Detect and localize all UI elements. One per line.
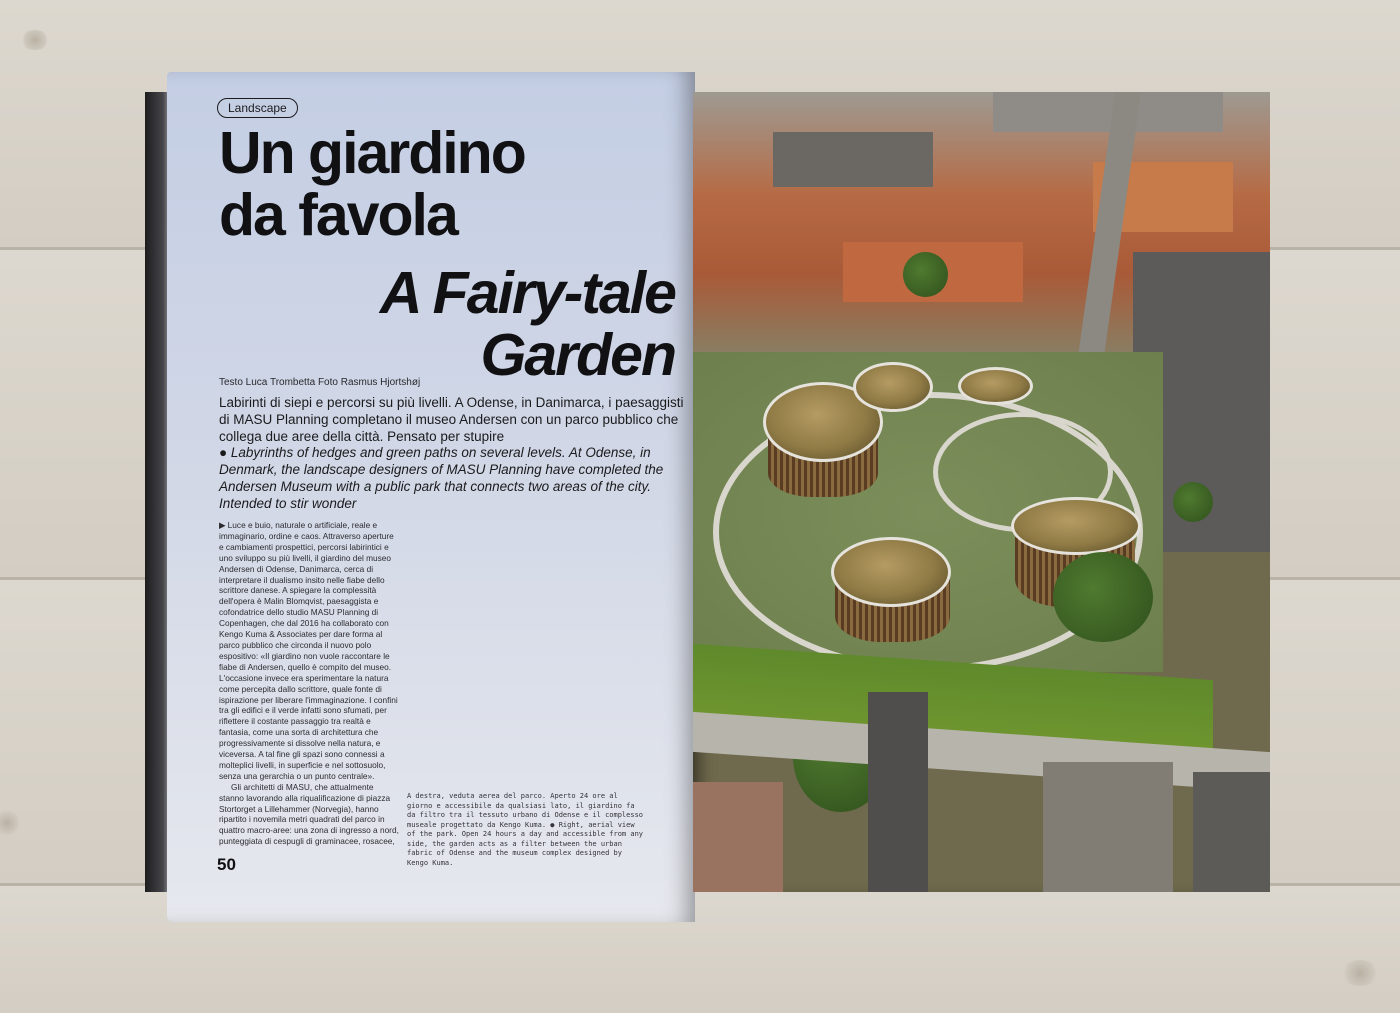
roof-building bbox=[1193, 772, 1270, 892]
body-paragraph: ▶ Luce e buio, naturale o artificiale, reale e immaginario, ordine e caos. Attraverso aperture e cambiamenti prospettici, percorsi labirintici e uno sviluppo su più livelli, il giardino del museo Andersen di Odense, Danimarca, cerca di interpretare il dualismo insito nelle fiabe dello scrittore danese. A spiegare la complessità dell'opera è Malin Blomqvist, paesaggista e cofondatrice dello studio MASU Planning di Copenhagen, che dal 2016 ha collaborato con Kengo Kuma & Associates per dare forma al parco pubblico che circonda il nuovo polo espositivo: «Il giardino non vuole raccontare le fiabe di Andersen, quello è compito del museo. L'occasione invece era sperimentare la natura come percepita dallo scrittore, quale fonte di ispirazione per liberare l'immaginazione. I confini tra gli edifici e il verde infatti sono sfumati, per riflettere il costante passaggio tra realtà e fantasia, come una sorta di architettura che progressivamente si dissolve nella natura, e viceversa. A tal fine gli spazi sono connessi a molteplici livelli, in superficie e nel sottosuolo, senza una gerarchia o un punto centrale». bbox=[219, 520, 398, 781]
roof-building bbox=[1043, 762, 1173, 892]
wood-knot bbox=[20, 30, 50, 50]
title-italian bbox=[219, 122, 689, 246]
aerial-photo bbox=[693, 92, 1270, 892]
lead-italian: Labirinti di siepi e percorsi su più livelli. A Odense, in Danimarca, i paesaggisti di MASU Planning completano il museo Andersen con un parco pubblico che collega due aree della città. Pensato per stupire bbox=[219, 395, 684, 444]
author-credits: Testo Luca Trombetta Foto Rasmus Hjortshøj bbox=[219, 377, 421, 388]
roof-building bbox=[868, 692, 928, 892]
roof-building bbox=[773, 132, 933, 187]
green-roof-dome bbox=[853, 362, 933, 412]
tree bbox=[1053, 552, 1153, 642]
wood-knot bbox=[1340, 960, 1380, 986]
roof-building bbox=[693, 782, 783, 892]
title-english-line: Garden bbox=[480, 322, 675, 388]
tree bbox=[1173, 482, 1213, 522]
section-tag: Landscape bbox=[217, 98, 298, 118]
green-roof-dome bbox=[831, 537, 951, 607]
title-english bbox=[205, 262, 675, 386]
left-page bbox=[167, 72, 695, 922]
body-text-column bbox=[219, 520, 399, 847]
roof-building bbox=[993, 92, 1223, 132]
page-number: 50 bbox=[217, 855, 236, 874]
green-roof-dome bbox=[1011, 497, 1141, 555]
title-english-line: A Fairy-tale bbox=[379, 260, 675, 326]
open-magazine bbox=[145, 72, 1270, 922]
photo-caption: A destra, veduta aerea del parco. Aperto 24 ore al giorno e accessibile da qualsiasi lato, il giardino fa da filtro tra il tessuto urbano di Odense e il complesso museale progettato da Kengo Kuma. ● Right, aerial view of the park. Open 24 hours a day and accessible from any side, the garden acts as a filter between the urban fabric of Odense and the museum complex designed by Kengo Kuma. bbox=[407, 792, 644, 867]
tree bbox=[903, 252, 948, 297]
title-italian-line: da favola bbox=[219, 182, 457, 248]
body-paragraph: Gli architetti di MASU, che attualmente stanno lavorando alla riqualificazione di piazza Stortorget a Lillehammer (Norvegia), hanno ripartito i novemila metri quadrati del parco in quattro macro-aree: una zona di ingresso a nord, punteggiata di cespugli di graminacee, rosacee, bbox=[219, 781, 399, 847]
green-roof-dome bbox=[958, 367, 1033, 405]
lead-english: ● Labyrinths of hedges and green paths on several levels. At Odense, in Denmark, the landscape designers of MASU Planning have completed the Andersen Museum with a public park that connects two areas of the city. Intended to stir wonder bbox=[219, 445, 664, 511]
title-italian-line: Un giardino bbox=[219, 120, 525, 186]
